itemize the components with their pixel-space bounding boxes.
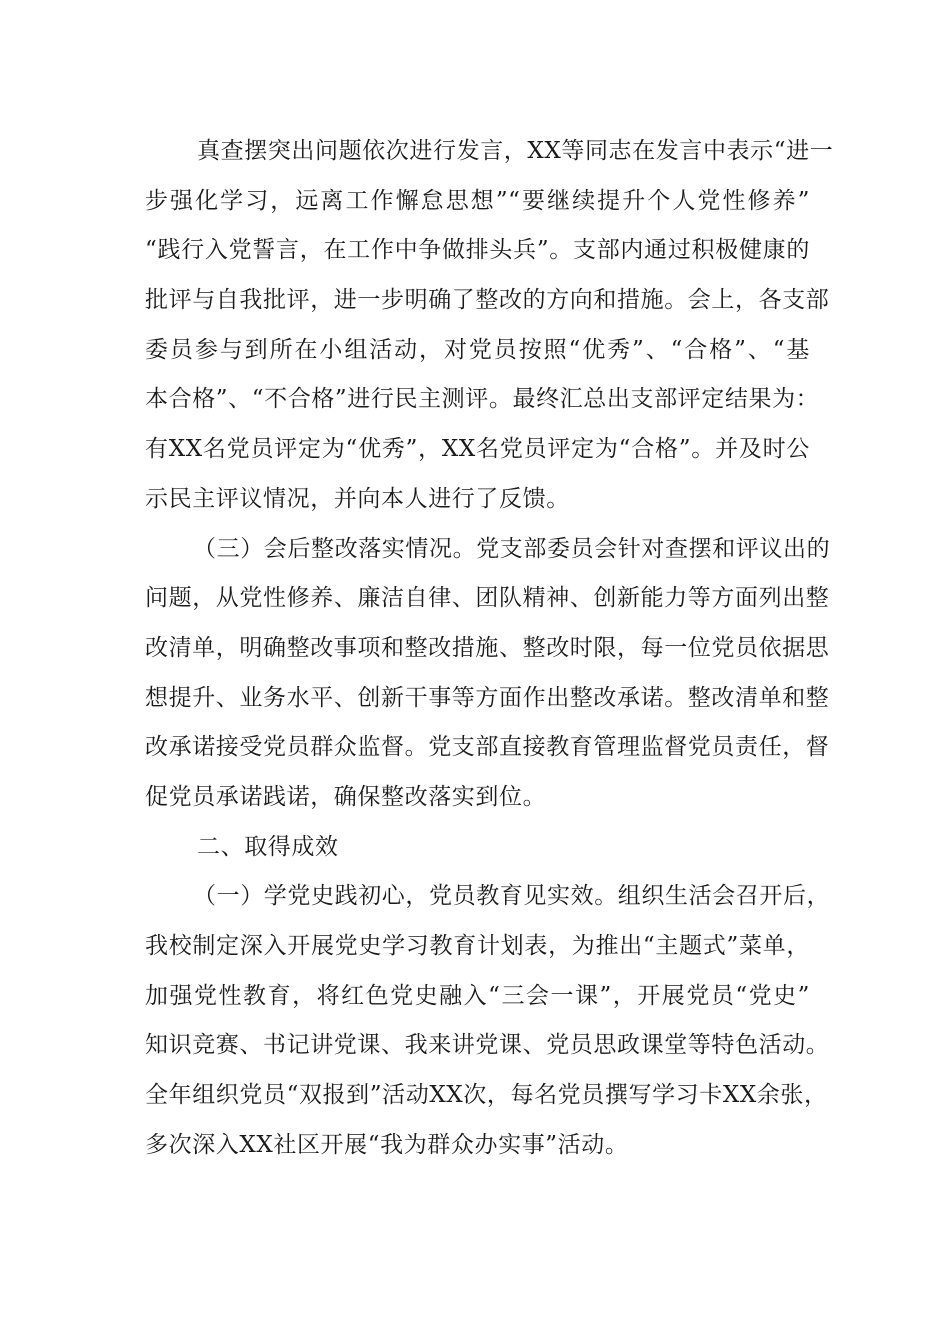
paragraph-line: 知识竞赛、书记讲党课、我来讲党课、党员思政课堂等特色活动。 bbox=[145, 1032, 830, 1058]
paragraph-line: 步强化学习，远离工作懈怠思想”“要继续提升个人党性修养” bbox=[145, 188, 810, 214]
paragraph-line: 加强党性教育，将红色党史融入“三会一课”，开展党员“党史” bbox=[145, 983, 810, 1009]
paragraph-line: 委员参与到所在小组活动，对党员按照“优秀”、“合格”、“基 bbox=[145, 337, 810, 363]
paragraph-line: 真查摆突出问题依次进行发言，XX等同志在发言中表示“进一 bbox=[197, 138, 834, 164]
paragraph-line: 批评与自我批评，进一步明确了整改的方向和措施。会上，各支部 bbox=[145, 287, 830, 313]
paragraph-line: 我校制定深入开展党史学习教育计划表，为推出“主题式”菜单， bbox=[145, 933, 810, 959]
paragraph-line: 改承诺接受党员群众监督。党支部直接教育管理监督党员责任，督 bbox=[145, 734, 830, 760]
paragraph-line: 改清单，明确整改事项和整改措施、整改时限，每一位党员依据思 bbox=[145, 635, 830, 661]
paragraph-line: 本合格”、“不合格”进行民主测评。最终汇总出支部评定结果为： bbox=[145, 386, 820, 412]
paragraph-line: （一）学党史践初心，党员教育见实效。组织生活会召开后， bbox=[193, 883, 831, 909]
paragraph-line: （三）会后整改落实情况。党支部委员会针对查摆和评议出的 bbox=[193, 536, 831, 562]
paragraph-line: 示民主评议情况，并向本人进行了反馈。 bbox=[145, 486, 570, 512]
paragraph-line: 有XX名党员评定为“优秀”，XX名党员评定为“合格”。并及时公 bbox=[145, 436, 810, 462]
paragraph-line: 问题，从党性修养、廉洁自律、团队精神、创新能力等方面列出整 bbox=[145, 585, 830, 611]
paragraph-line: 想提升、业务水平、创新干事等方面作出整改承诺。整改清单和整 bbox=[145, 685, 830, 711]
paragraph-line: 多次深入XX社区开展“我为群众办实事”活动。 bbox=[145, 1132, 629, 1158]
paragraph-line: 促党员承诺践诺，确保整改落实到位。 bbox=[145, 784, 547, 810]
section-heading: 二、取得成效 bbox=[197, 834, 339, 860]
paragraph-line: 全年组织党员“双报到”活动XX次，每名党员撰写学习卡XX余张， bbox=[145, 1082, 828, 1108]
paragraph-line: “践行入党誓言，在工作中争做排头兵”。支部内通过积极健康的 bbox=[145, 237, 810, 263]
